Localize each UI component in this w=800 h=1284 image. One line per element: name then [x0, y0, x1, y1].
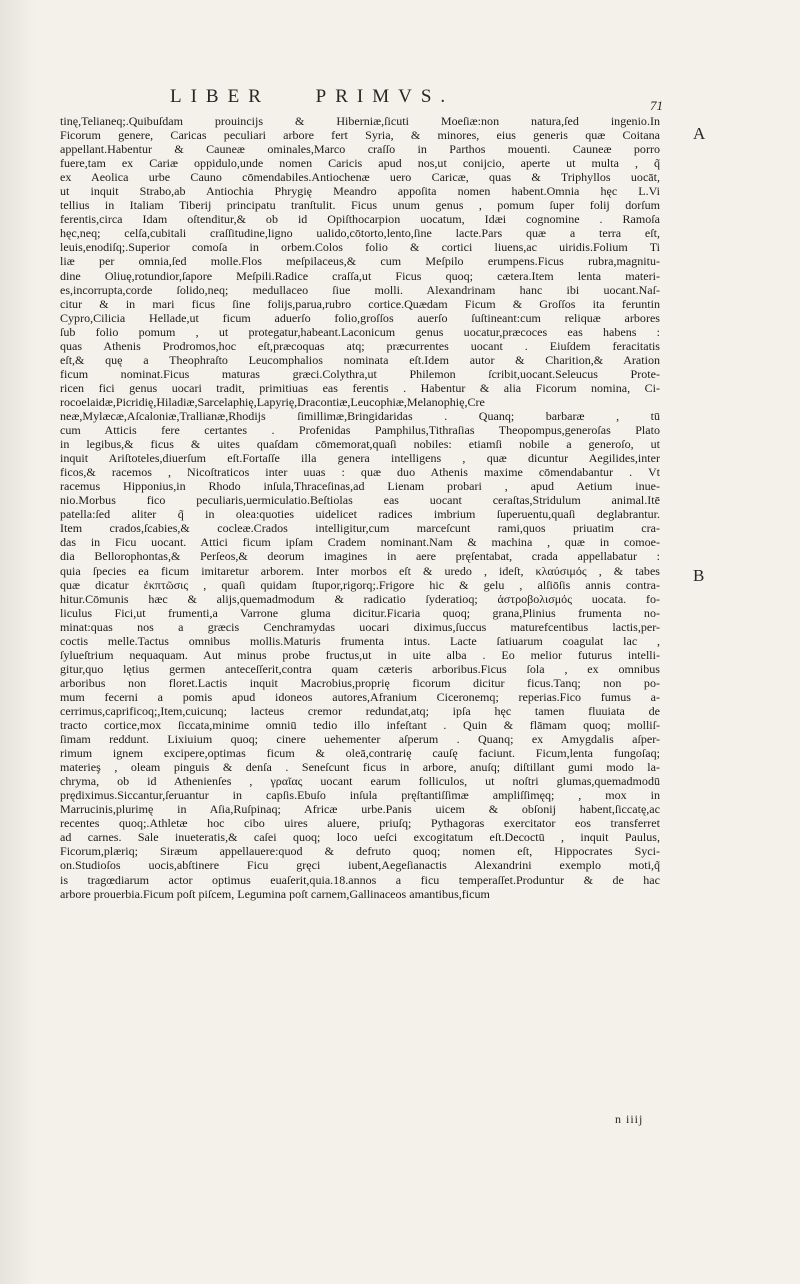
text-line: Ficorum genere, Caricas peculiari arbore fert Syria, & minores, eius generis quæ Coitana [60, 128, 660, 143]
signature-mark: n iiij [615, 1112, 644, 1126]
margin-letter-a: A [693, 124, 706, 143]
text-line: das in Ficu uocant. Attici ficum ipſam Cradem nominant.Nam & machina , quæ in comoe- [60, 535, 660, 550]
text-line: mum fecerni a pomis apud idoneos autores,Afranium Ciceronemq; reperias.Fico fumus a- [60, 689, 660, 704]
text-line: rimum ignem excipere,optimas ficum & oleā,contrarię cauſę faciunt. Ficum,lenta fungoſaq; [60, 746, 660, 761]
text-line: cum Atticis fere certantes . Profenidas Pamphilus,Tithraſias Theopompus,generoſas Plato [60, 423, 660, 438]
text-line: racemus Hipponius,in Rhodo inſula,Thraceſinas,ad Lienam probari , apud Aetium inue- [60, 479, 660, 494]
text-line: materieş , oleam pinguis & denſa . Seneſcunt ficus in arbore, anuſq; diſtillant gumi modo la- [60, 760, 660, 775]
body-text [60, 114, 660, 901]
text-line: dine Oliuę,rotundior,ſapore Meſpili.Radice craſſa,ut Ficus quoq; cætera.Item lenta materi- [60, 268, 660, 283]
text-line: Ficorum,plæriq; Siræum appellauere:quod & defruto quoq; nomen eſt, Hippocrates Syci- [60, 844, 660, 859]
text-line: ricen fici genus uocari tradit, primitiuas eas ferentis . Habentur & alia Ficorum nomina, Ci- [60, 380, 660, 395]
text-line: on.Studioſos uocis,abſtinere Ficu gręci iubent,Aegeſianactis Alexandrini exemplo moti,q̃ [60, 858, 660, 873]
text-line: leuis,enodiſq;.Superior comoſa in orbem.Colos folio & cortici liuens,ac uiridis.Folium Ti [60, 240, 660, 255]
text-line: fuere,tam ex Cariæ oppidulo,unde nomen Caricis apud nos,ut conijcio, aperte ut multa , q̃ [60, 156, 660, 171]
text-line: recentes quoq;.Athletæ hoc cibo uires aluere, priuſq; Pythagoras exercitator eos transferret [60, 816, 660, 831]
text-line: ut inquit Strabo,ab Antiochia Phrygię Meandro appoſita nomen habent.Omnia hęc L.Vi [60, 184, 660, 199]
text-line: prędiximus.Siccantur,ſeruantur in capſis.Ebuſo inſula pręſtantiſſimæ ampliſſimęq; , mox in [60, 788, 660, 803]
text-line: arbore prouerbia.Ficum poſt piſcem, Legumina poſt carnem,Gallinaceos amantibus,ficum [60, 886, 490, 901]
text-line: gitur,quo lętius germen anteceſſerit,contra quam cæteris arboribus.Ficus ſola , ex omnibus [60, 661, 660, 676]
text-line: is tragœdiarum actor optimus euaſerit,quia.18.annos a ficu temperaſſet.Produntur & de hac [60, 872, 660, 887]
text-line: cerrimus,caprificoq;,Item,cuicunq; lacteus cremor redundat,atq; ipſa hęc tamen fluuiata de [60, 703, 660, 718]
text-line: liculus Fici,ut frumenti,a Varrone gluma dicitur.Ficaria quoq; grana,Plinius frumenta no- [60, 605, 660, 620]
text-line: hęc,neq; celſa,cubitali craſſitudine,ligno ualido,cōtorto,lento,ſine lacte.Pars quæ a terra eſt, [60, 226, 660, 241]
text-line: minat:quas nos a græcis Cenchramydas uocari diximus,ſuccus maturefcentibus lactis,per- [60, 619, 660, 634]
text-line: appellant.Habentur & Cauneæ ominales,Marco craſſo in Parthos mouenti. Cauneæ porro [60, 142, 660, 157]
text-line: tracto cortice,mox ſiccata,minime omniū tedio illo infeſtant . Quin & flāmam quoq; molliſ- [60, 718, 660, 733]
text-line: hitur.Cōmunis hæc & alijs,quemadmodum & radicatio ſyderatioq; ἀστροβολισμός uocata. fo- [60, 591, 660, 606]
text-line: quia ſpecies ea ficum imitaretur arborem. Inter morbos eſt & uredo , ideſt, κλαύσιμός , & tabes [60, 563, 660, 578]
text-line: liæ per omnia,ſed molle.Flos meſpilaceus,& cum Meſpilo erumpens.Ficus rubra,magnitu- [60, 254, 660, 269]
text-line: Cypro,Cilicia Hellade,ut ficum aduerſo folio,groſſos auerſo ſuſtineant:cum reliquæ arbores [60, 310, 660, 325]
text-line: dia Bellorophontas,& Perſeos,& deorum imagines in aere pręſentabat, crada appellabatur : [60, 549, 660, 564]
text-line: patella:ſed aliter q̃ in olea:quoties uidelicet radices imbrium ſuperuentu,quaſi deglabrantur. [60, 507, 660, 522]
text-line: Item crados,ſcabies,& cocleæ.Crados intelligitur,cum marceſcunt rami,quos priuatim cra- [60, 521, 660, 536]
margin-letter-b: B [693, 566, 705, 585]
running-head: LIBER PRIMVS. [170, 86, 455, 107]
text-line: ex Aeolica urbe Cauno cōmendabiles.Antiochenæ uero Caricæ, quas & Triphyllos uocāt, [60, 170, 660, 185]
text-line: ſylueſtrium nequaquam. Aut minus probe fructus,ut in uite alba . Eo melior futurus intelli- [60, 647, 660, 662]
text-line: quæ dicatur ἐκπτῶσις , quaſi quidam ſtupor,rigorq;.Frigore hic & gelu , alſiōſis annis contra- [60, 577, 660, 592]
text-line: quas Athenis Prodromos,hoc eſt,præcoquas atq; præcurrentes uocant . Eiuſdem feracitatis [60, 338, 660, 353]
text-line: tinę,Telianeq;.Quibuſdam prouincijs & Hiberniæ,ſicuti Moeſiæ:non natura,ſed ingenio.In [60, 114, 660, 128]
text-line: neæ,Mylæcæ,Aſcaloniæ,Trallianæ,Rhodijs ſimillimæ,Bringidaridas . Quanq; barbaræ , tū [60, 408, 660, 423]
text-line: chryma, ob id Athenienſes , γραῖας uocant earum folliculos, ut noſtri glumas,quemadmodū [60, 774, 660, 789]
text-line: rocoelaidæ,Picridię,Hiladiæ,Sarcelaphię,Lapyrię,Dracontiæ,Leucophiæ,Melanophię,Cre [60, 394, 485, 409]
text-line: arboribus non floret.Lactis inquit Macrobius,proprię ficorum dicitur ficus.Tanq; non po- [60, 675, 660, 690]
text-line: ferentis,circa Idam oſtenditur,& ob id Opiſthocarpion uocatum, Idæi cognomine . Ramoſa [60, 212, 660, 227]
text-line: coctis melle.Tactus omnibus mollis.Maturis frumenta intus. Lacte ſatiuarum coagulat lac , [60, 633, 660, 648]
text-line: ſimam reddunt. Lixiuium quoq; cinere uehementer aſperum . Quanq; ex Amygdalis aſper- [60, 732, 660, 747]
text-line: eſt,& quę a Theophraſto Leucomphalios nominata eſt.Idem autor & Charition,& Aration [60, 352, 660, 367]
page-fold-shadow [0, 0, 36, 1284]
text-line: inquit Ariſtoteles,diuerſum eſt.Fortaſſe illa genera intelligens , quæ dicuntur Aegilides,inter [60, 451, 660, 466]
text-line: ad carnes. Sale inueteratis,& caſei quoq; loco ueſci excogitatum eſt.Decoctū , inquit Paulus, [60, 830, 660, 845]
folio-number: 71 [650, 98, 663, 113]
text-line: tellius in Italiam Tiberij principatu tranſtulit. Ficus unum genus , pomum ſuper folij dorſum [60, 198, 660, 213]
text-line: ficos,& racemos , Nicoſtraticos inter uuas : quæ duo Athenis maxime cōmendabantur . Vt [60, 465, 660, 480]
text-line: citur & in mari ficus ſine folijs,parua,rubro cortice.Quædam Ficum & Groſſos ita feruntin [60, 296, 660, 311]
text-line: Marrucinis,plurimę in Aſia,Ruſpinaq; Africæ urbe.Panis uicem & obſonij habent,ſiccatę,ac [60, 802, 660, 817]
text-line: ſub folio pomum , ut protegatur,habeant.Laconicum genus uocatur,præcoces eas habens : [60, 324, 660, 339]
text-line: nio.Morbus fico peculiaris,uermiculatio.Beſtiolas eas uocant ceraſtas,Stridulum animal.Itē [60, 493, 660, 508]
text-line: es,incorrupta,corde ſolido,neq; medullaceo ſiue molli. Alexandrinam hanc ibi uocant.Naſ- [60, 282, 660, 297]
text-line: ficum nominat.Ficus maturas græci.Colythra,ut Philemon ſcribit,uocant.Seleucus Prote- [60, 366, 660, 381]
text-line: in legibus,& ficus & uites quaſdam cōmemorat,quaſi nobiles: etiamſi nobile a generoſo, ut [60, 437, 660, 452]
